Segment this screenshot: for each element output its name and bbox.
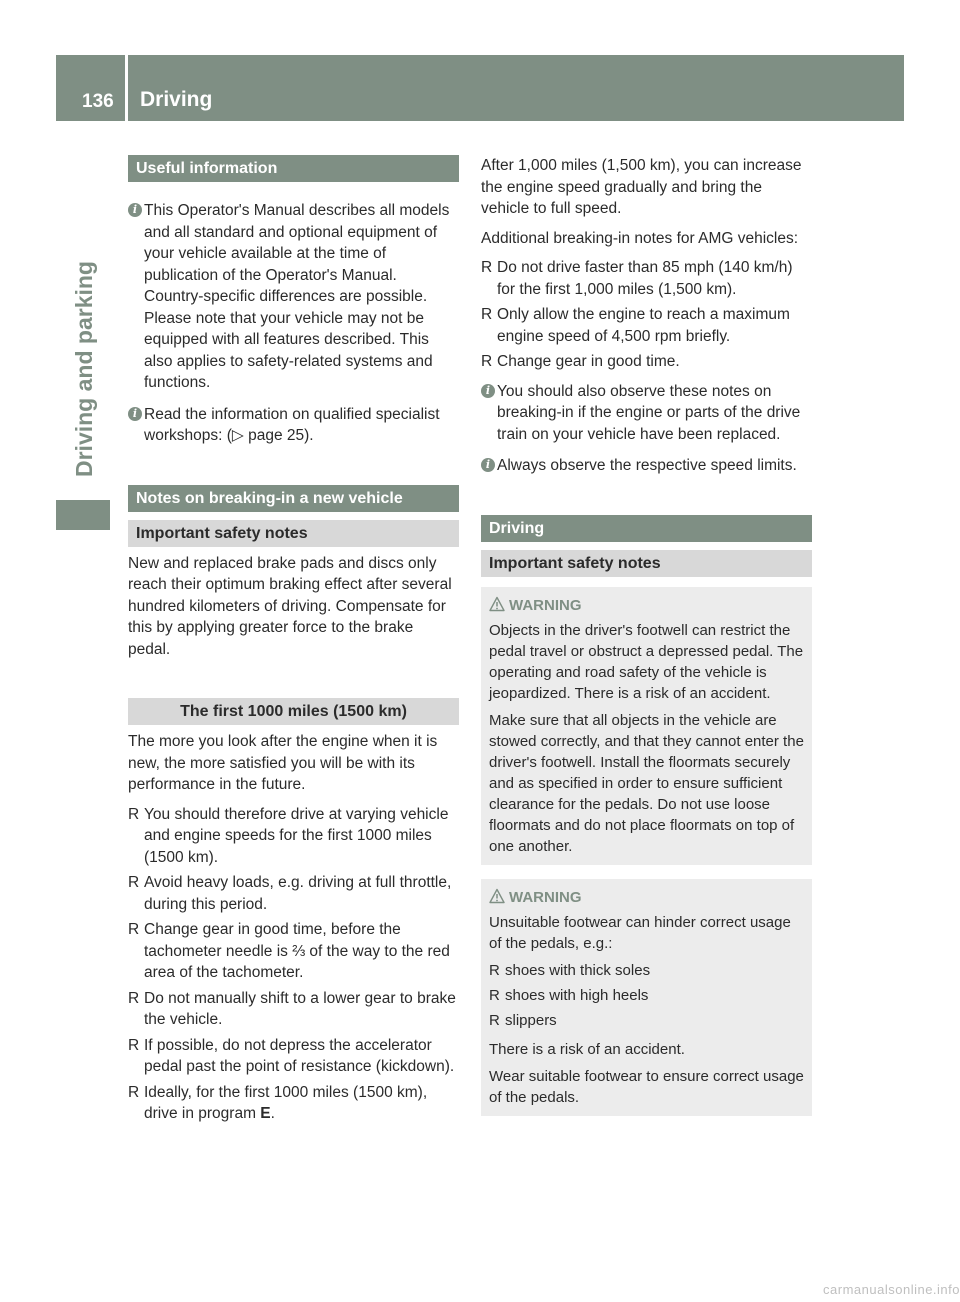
warning-text: Make sure that all objects in the vehicle are stowed correctly, and that they cannot enter the driver's footwell. Install the floormats securely and as specified in order to ensure sufficient clearance for the pedals. Do not use loose floormats and do not place floormats on top of one another. <box>489 711 804 855</box>
driving-safety-heading: Important safety notes <box>481 550 812 577</box>
list-item: R Change gear in good time. <box>481 353 680 370</box>
page-title: Driving <box>140 88 213 111</box>
info-note <box>481 455 812 477</box>
warning-box <box>481 587 812 865</box>
warning-text: There is a risk of an accident. <box>489 1040 685 1058</box>
info-note <box>128 404 459 447</box>
warning-text: Wear suitable footwear to ensure correct usage of the pedals. <box>489 1067 804 1106</box>
safety-notes-heading: Important safety notes <box>128 520 459 547</box>
amg-list <box>481 257 812 373</box>
info-icon: i <box>481 384 495 398</box>
list-item: R slippers <box>489 1011 557 1029</box>
first-miles-text: The more you look after the engine when it is new, the more satisfied you will be with its performance in the future. <box>128 733 438 793</box>
right-column <box>481 155 812 1116</box>
useful-information-heading: Useful information <box>128 155 459 182</box>
side-tab-marker <box>56 500 110 530</box>
side-tab-label: Driving and parking <box>71 261 97 477</box>
warning-text: Objects in the driver's footwell can restrict the pedal travel or obstruct a depressed pedal. The operating and road safety of the vehicle is jeopardized. There is a risk of an accident. <box>489 621 804 702</box>
warning-box <box>481 879 812 1116</box>
list-item: R shoes with high heels <box>489 986 649 1004</box>
list-item: R Ideally, for the first 1000 miles (1500 km), drive in program E. <box>128 1083 428 1122</box>
header-divider <box>125 55 128 121</box>
list-item: R You should therefore drive at varying vehicle and engine speeds for the first 1000 miles (1500 km). <box>128 805 449 866</box>
left-column <box>128 155 459 1133</box>
info-icon: i <box>128 203 142 217</box>
full-speed-text: After 1,000 miles (1,500 km), you can increase the engine speed gradually and bring the vehicle to full speed. <box>481 157 802 217</box>
amg-intro-text: Additional breaking-in notes for AMG vehicles: <box>481 229 799 247</box>
info-icon: i <box>128 407 142 421</box>
info-text: Always observe the respective speed limits. <box>497 457 797 474</box>
info-text: You should also observe these notes on breaking-in if the engine or parts of the drive train on your vehicle have been replaced. <box>497 382 801 443</box>
info-note <box>128 200 459 394</box>
list-item: R shoes with thick soles <box>489 961 651 979</box>
driving-heading: Driving <box>481 515 812 542</box>
breaking-in-heading: Notes on breaking-in a new vehicle <box>128 485 459 512</box>
footwear-list <box>489 960 804 1031</box>
page-number: 136 <box>82 91 114 112</box>
warning-title: WARNING <box>489 887 804 908</box>
first-miles-heading: The first 1000 miles (1500 km) <box>128 698 459 725</box>
info-icon: i <box>481 458 495 472</box>
list-item: R Avoid heavy loads, e.g. driving at full throttle, during this period. <box>128 874 452 913</box>
watermark: carmanualsonline.info <box>823 1281 960 1297</box>
list-item: R Do not drive faster than 85 mph (140 km/h) for the first 1,000 miles (1,500 km). <box>481 259 793 298</box>
warning-title: WARNING <box>489 595 804 616</box>
breaking-in-list <box>128 804 459 1125</box>
info-text: This Operator's Manual describes all models and all standard and optional equipment of your vehicle available at the time of publication of the Operator's Manual. Country-specific differences are possible. Please note that your vehicle may not be equipped with all features described. This also applies to safety-related systems and functions. <box>144 202 450 391</box>
list-item: R Only allow the engine to reach a maximum engine speed of 4,500 rpm briefly. <box>481 306 790 345</box>
list-item: R If possible, do not depress the accelerator pedal past the point of resistance (kickdown). <box>128 1036 455 1075</box>
warning-text: Unsuitable footwear can hinder correct usage of the pedals, e.g.: <box>489 913 791 952</box>
list-item: R Do not manually shift to a lower gear to brake the vehicle. <box>128 989 456 1028</box>
warning-triangle-icon <box>489 888 505 904</box>
info-text: Read the information on qualified specialist workshops: (▷ page 25). <box>144 405 440 444</box>
safety-text: New and replaced brake pads and discs only reach their optimum braking effect after several hundred kilometers of driving. Compensate for this by applying greater force to the brake pedal. <box>128 554 452 658</box>
warning-triangle-icon <box>489 596 505 612</box>
info-note <box>481 381 812 446</box>
list-item: R Change gear in good time, before the tachometer needle is ⅔ of the way to the red area of the tachometer. <box>128 921 450 981</box>
